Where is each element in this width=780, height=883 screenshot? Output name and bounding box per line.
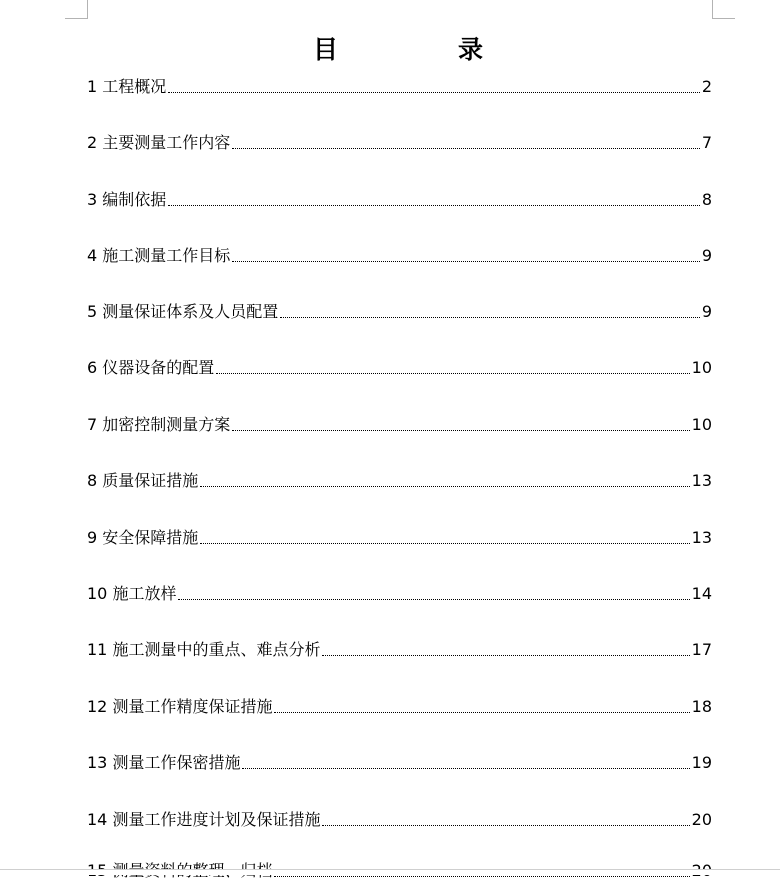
page-corner-mark-top-right [712,0,735,19]
toc-entry-label: 2 主要测量工作内容 [87,133,231,152]
toc-entry-label: 10 施工放样 [87,584,177,603]
toc-title [0,30,780,70]
toc-entry-label: 3 编制依据 [87,190,167,209]
toc-dot-leader [280,316,700,318]
toc-dot-leader [274,711,689,713]
toc-entry-page: 14 [691,584,712,603]
toc-entry-page: 10 [691,415,712,434]
toc-dot-leader [168,204,700,206]
toc-entry-label: 5 测量保证体系及人员配置 [87,302,279,321]
toc-dot-leader [216,372,689,374]
toc-entry-label: 12 测量工作精度保证措施 [87,697,273,716]
toc-entry-label: 8 质量保证措施 [87,471,199,490]
toc-entry-page: 20 [691,810,712,829]
toc-dot-leader [200,485,689,487]
toc-dot-leader [178,598,689,600]
toc-entry[interactable] [87,526,712,550]
toc-entry[interactable] [87,75,712,99]
toc-entry-page: 13 [691,471,712,490]
toc-entry[interactable] [87,695,712,719]
toc-dot-leader [232,260,700,262]
toc-entry-label: 9 安全保障措施 [87,528,199,547]
page-corner-mark-top-left [65,0,88,19]
toc-entry-page: 7 [701,133,712,152]
toc-dot-leader [242,767,689,769]
toc-entry[interactable] [87,356,712,380]
toc-entry[interactable] [87,131,712,155]
toc-dot-leader [322,654,689,656]
toc-dot-leader [322,824,689,826]
page-bottom-edge [0,869,780,875]
toc-entry-label: 11 施工测量中的重点、难点分析 [87,640,321,659]
toc-entry[interactable] [87,300,712,324]
toc-entry-page: 9 [701,302,712,321]
toc-entry[interactable] [87,188,712,212]
toc-entry-page: 2 [701,77,712,96]
toc-entry[interactable] [87,244,712,268]
toc-entry[interactable] [87,413,712,437]
toc-entry-page: 18 [691,697,712,716]
toc-entry-label: 4 施工测量工作目标 [87,246,231,265]
toc-entry-page: 19 [691,753,712,772]
toc-entry[interactable] [87,469,712,493]
toc-entry-label: 1 工程概况 [87,77,167,96]
toc-dot-leader [274,875,689,877]
toc-entry-page: 10 [691,358,712,377]
toc-dot-leader [232,147,700,149]
toc-entry-page: 9 [701,246,712,265]
toc-entry-label: 7 加密控制测量方案 [87,415,231,434]
toc-entry[interactable] [87,808,712,832]
toc-dot-leader [200,542,689,544]
toc-entry-label: 13 测量工作保密措施 [87,753,241,772]
toc-title-char-1: 目 [313,35,339,64]
toc-dot-leader [168,91,700,93]
toc-entry-page: 8 [701,190,712,209]
toc-entry[interactable] [87,638,712,662]
toc-entry-label: 14 测量工作进度计划及保证措施 [87,810,321,829]
toc-entry-page: 13 [691,528,712,547]
toc-entry-label: 6 仪器设备的配置 [87,358,215,377]
toc-entry[interactable] [87,582,712,606]
toc-entry[interactable] [87,751,712,775]
toc-dot-leader [232,429,689,431]
toc-title-char-2: 录 [458,35,484,64]
toc-entry-page: 17 [691,640,712,659]
